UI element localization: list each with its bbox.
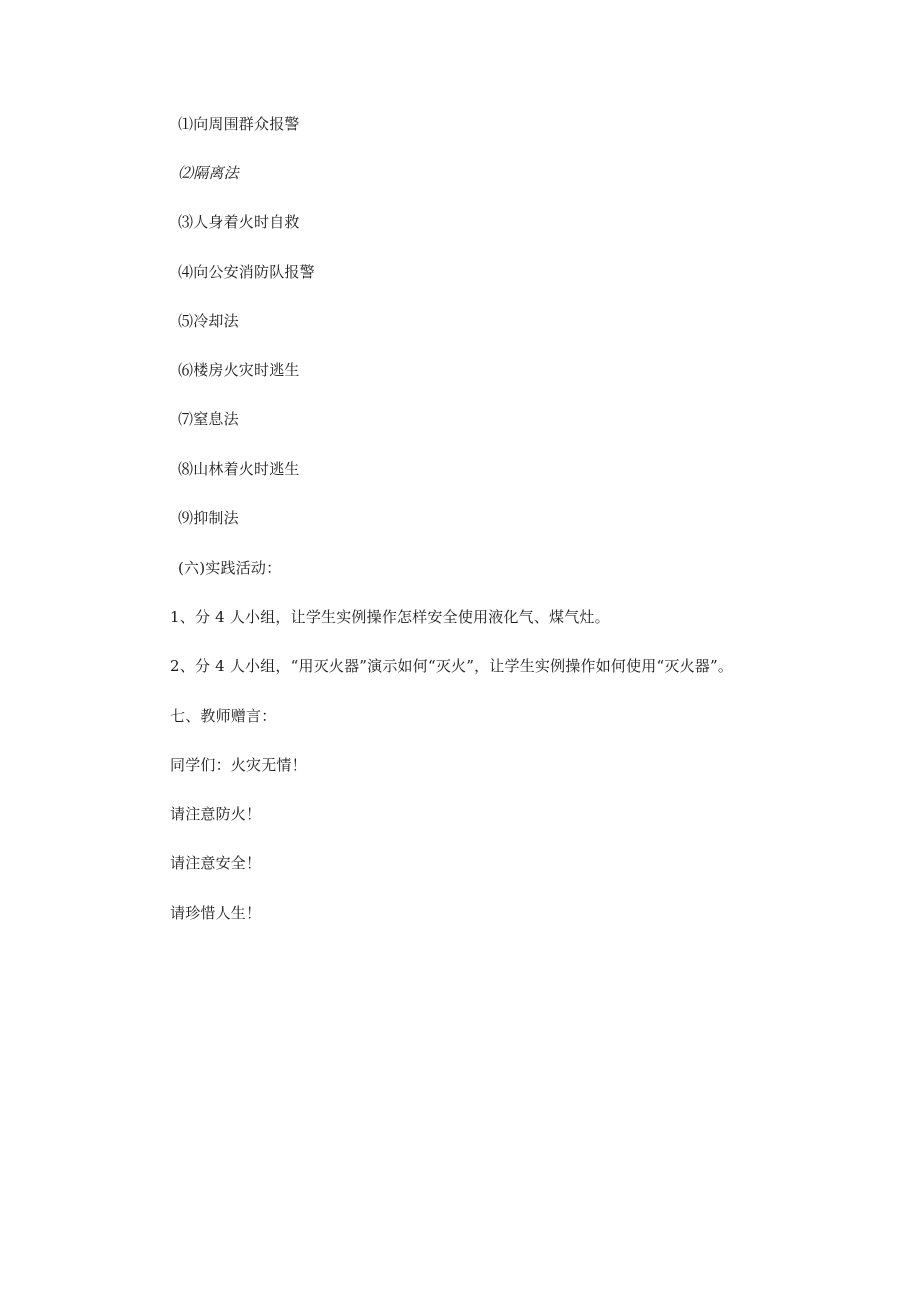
section-six-heading: (六)实践活动： (178, 559, 282, 577)
list-item: ⑸冷却法 (178, 312, 239, 330)
closing-line: 请注意防火！ (170, 805, 262, 823)
list-item: ⑺窒息法 (178, 410, 239, 428)
closing-line: 请珍惜人生！ (170, 904, 262, 922)
list-item: ⑷向公安消防队报警 (178, 263, 315, 281)
list-item: ⑵隔离法 (178, 164, 239, 182)
closing-line: 同学们：火灾无情！ (170, 756, 307, 774)
list-item: ⑴向周围群众报警 (178, 115, 300, 133)
list-item: ⑹楼房火灾时逃生 (178, 361, 300, 379)
list-item: ⑶人身着火时自救 (178, 213, 300, 231)
list-item: ⑼抑制法 (178, 509, 239, 527)
activity-item: 1、分 4 人小组，让学生实例操作怎样安全使用液化气、煤气灶。 (170, 608, 610, 626)
section-seven-heading: 七、教师赠言： (170, 707, 277, 725)
closing-line: 请注意安全！ (170, 854, 262, 872)
activity-item: 2、分 4 人小组，“用灭火器”演示如何“灭火”，让学生实例操作如何使用“灭火器”。 (170, 657, 734, 675)
list-item: ⑻山林着火时逃生 (178, 460, 300, 478)
